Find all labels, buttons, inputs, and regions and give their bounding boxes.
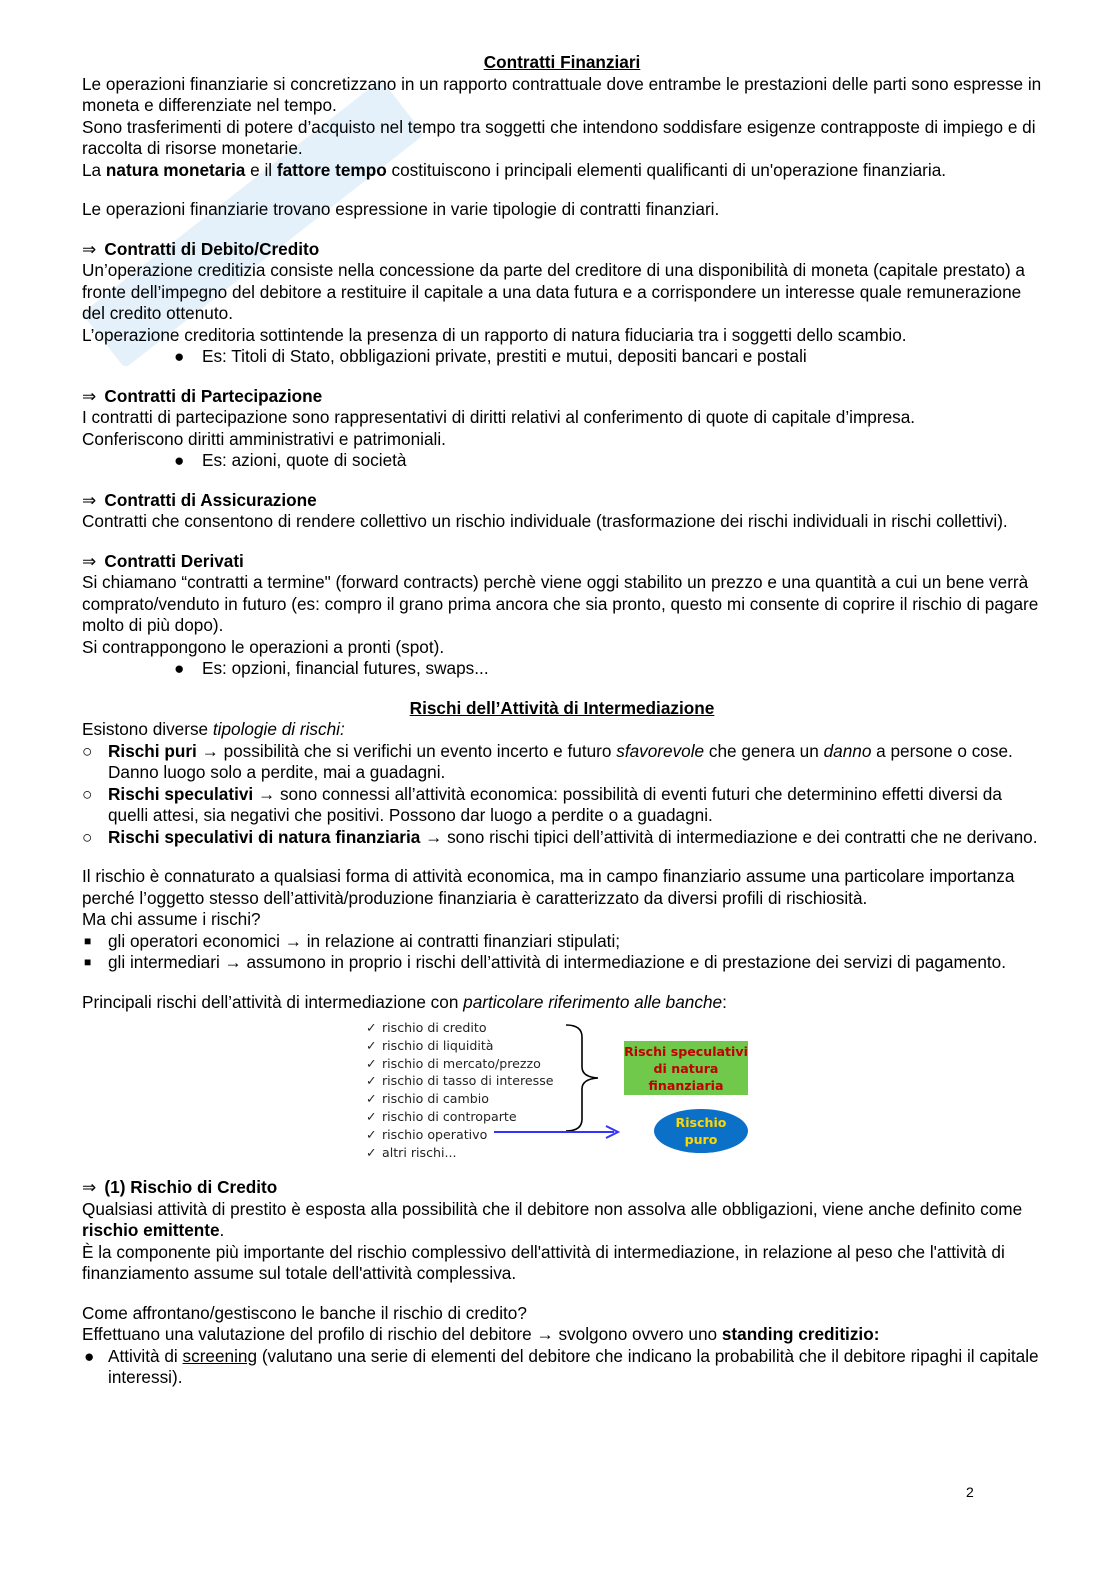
circle-bullet-icon: ○	[82, 826, 93, 847]
section-heading-credit-risk: ⇒ (1) Rischio di Credito	[82, 1177, 278, 1197]
arrow-right-icon	[494, 1125, 624, 1139]
credit-paragraph-1: Qualsiasi attività di prestito è esposta alla possibilità che il debitore non assolva alle obbligazioni, viene anche definito come rischio emittente.	[82, 1198, 1023, 1240]
risk-check-item: ✓ rischio operativo	[366, 1126, 488, 1142]
intro-paragraph-1: Le operazioni finanziarie si concretizzano in un rapporto contrattuale dove entrambe le prestazioni delle parti sono espresse in moneta e differenziate nel tempo.	[82, 73, 1042, 115]
intro-paragraph-3: La natura monetaria e il fattore tempo costituiscono i principali elementi qualificanti di un'operazione finanziaria.	[82, 159, 947, 180]
section-text: Un’operazione creditizia consiste nella concessione da parte del creditore di una disponibilità di moneta (capitale prestato) a fronte dell’impegno del debitore a restituire il capitale a una data futura e a corrispondere un interesse quale remunerazione del credito ottenuto.	[82, 260, 1025, 323]
section-text: I contratti di partecipazione sono rappresentativi di diritti relativi al conferimento di quote di capitale d’impresa.	[82, 407, 916, 427]
section-text: Si contrappongono le operazioni a pronti (spot).	[82, 636, 445, 657]
section-text: Contratti che consentono di rendere collettivo un rischio individuale (trasformazione dei rischi individuali in rischi collettivi).	[82, 511, 1008, 531]
double-arrow-icon: ⇒	[82, 550, 97, 571]
check-icon: ✓	[366, 1073, 377, 1089]
check-icon: ✓	[366, 1055, 377, 1071]
risk-question: Ma chi assume i rischi?	[82, 909, 261, 929]
double-arrow-icon: ⇒	[82, 489, 97, 510]
double-arrow-icon: ⇒	[82, 1177, 97, 1197]
risk-check-item: ✓ rischio di cambio	[366, 1091, 489, 1107]
circle-bullet-icon: ○	[82, 783, 93, 804]
check-icon: ✓	[366, 1037, 377, 1053]
check-icon: ✓	[366, 1020, 377, 1035]
example-bullet: ● Es: azioni, quote di società	[174, 450, 407, 470]
section-heading-derivati: ⇒ Contratti Derivati	[82, 550, 244, 571]
risk-check-item: ✓ rischio di mercato/prezzo	[366, 1055, 541, 1071]
section-text: L’operazione creditoria sottintende la presenza di un rapporto di natura fiduciaria tra i soggetti dello scambio.	[82, 324, 907, 345]
bullet-icon: ●	[84, 1345, 95, 1366]
intro-paragraph-4: Le operazioni finanziarie trovano espressione in varie tipologie di contratti finanziari.	[82, 199, 720, 219]
risk-check-item: ✓ rischio di liquidità	[366, 1037, 494, 1053]
bullet-icon: ●	[174, 658, 185, 678]
section-heading-partecipazione: ⇒ Contratti di Partecipazione	[82, 385, 323, 406]
risk-check-item: ✓ altri rischi...	[366, 1144, 457, 1160]
credit-paragraph-2: È la componente più importante del rischio complessivo dell'attività di intermediazione, in relazione al peso che l'attività di finanziamento assume sul totale dell'attività complessiva.	[82, 1241, 1005, 1283]
check-icon: ✓	[366, 1108, 377, 1124]
square-bullet-icon: ■	[84, 955, 92, 969]
check-icon: ✓	[366, 1144, 377, 1160]
credit-question: Come affrontano/gestiscono le banche il rischio di credito?	[82, 1302, 527, 1323]
pure-risk-ellipse: Rischio puro	[654, 1109, 748, 1153]
risk-type-item: ○ Rischi speculativi di natura finanziaria → sono rischi tipici dell’attività di intermediazione e dei contratti che ne derivano.	[82, 826, 1038, 847]
bullet-icon: ●	[174, 450, 185, 470]
section-text: Si chiamano “contratti a termine" (forward contracts) perchè viene oggi stabilito un prezzo e una quantità a cui un bene verrà comprato/venduto in futuro (es: compro il grano prima ancora che sia pronto, questo mi consente di coprire il rischio di pagare molto di più dopo).	[82, 572, 1039, 635]
risks-intro: Esistono diverse tipologie di rischi:	[82, 719, 345, 739]
circle-bullet-icon: ○	[82, 740, 93, 761]
document-page	[82, 52, 1042, 1389]
who-item: ■ gli operatori economici → in relazione ai contratti finanziari stipulati;	[84, 930, 621, 951]
page-number: 2	[966, 1484, 974, 1500]
section-heading-debito: ⇒ Contratti di Debito/Credito	[82, 238, 320, 259]
risk-check-item: ✓ rischio di tasso di interesse	[366, 1073, 554, 1089]
section-heading-assicurazione: ⇒ Contratti di Assicurazione	[82, 489, 317, 510]
section-text: Conferiscono diritti amministrativi e patrimoniali.	[82, 428, 446, 449]
intro-paragraph-2: Sono trasferimenti di potere d’acquisto nel tempo tra soggetti che intendono soddisfare esigenze contrapposte di impiego e di raccolta di risorse monetarie.	[82, 116, 1036, 158]
screening-bullet: ● Attività di screening (valutano una serie di elementi del debitore che indicano la probabilità che il debitore ripaghi il capitale interessi).	[84, 1345, 1039, 1387]
risk-type-item: ○ Rischi speculativi → sono connessi all’attività economica: possibilità di eventi futuri che determinino effetti diversi da quelli attesi, sia negativi che positivi. Possono dar luogo a perdite o a guadagni.	[82, 783, 1002, 825]
square-bullet-icon: ■	[84, 933, 92, 948]
risk-checklist	[366, 1019, 554, 1161]
double-arrow-icon: ⇒	[82, 385, 97, 406]
check-icon: ✓	[366, 1091, 377, 1107]
example-bullet: ● Es: opzioni, financial futures, swaps...	[174, 658, 489, 678]
risk-check-item: ✓ rischio di credito	[366, 1020, 487, 1035]
page-title: Contratti Finanziari	[483, 52, 641, 72]
risks-diagram	[82, 1017, 1042, 1177]
credit-paragraph-3: Effettuano una valutazione del profilo di rischio del debitore → svolgono ovvero uno standing creditizio:	[82, 1324, 880, 1344]
speculative-risks-box: Rischi speculativi di natura finanziaria	[624, 1041, 748, 1095]
curly-brace-icon	[562, 1023, 602, 1133]
risk-paragraph: Il rischio è connaturato a qualsiasi forma di attività economica, ma in campo finanziario assume una particolare importanza perché l’oggetto stesso dell’attività/produzione finanziaria è caratterizzato da diversi profili di rischiosità.	[82, 866, 1015, 908]
who-item: ■ gli intermediari → assumono in proprio i rischi dell’attività di intermediazione e di prestazione dei servizi di pagamento.	[84, 952, 1007, 972]
double-arrow-icon: ⇒	[82, 238, 97, 259]
risk-check-item: ✓ rischio di controparte	[366, 1108, 517, 1124]
risks-title: Rischi dell’Attività di Intermediazione	[409, 697, 715, 718]
check-icon: ✓	[366, 1126, 377, 1142]
bullet-icon: ●	[174, 346, 185, 366]
main-risks-intro: Principali rischi dell’attività di intermediazione con particolare riferimento alle banche:	[82, 991, 727, 1012]
risk-type-item: ○ Rischi puri → possibilità che si verifichi un evento incerto e futuro sfavorevole che genera un danno a persone o cose. Danno luogo solo a perdite, mai a guadagni.	[82, 740, 1013, 782]
example-bullet: ● Es: Titoli di Stato, obbligazioni private, prestiti e mutui, depositi bancari e postali	[174, 346, 807, 366]
